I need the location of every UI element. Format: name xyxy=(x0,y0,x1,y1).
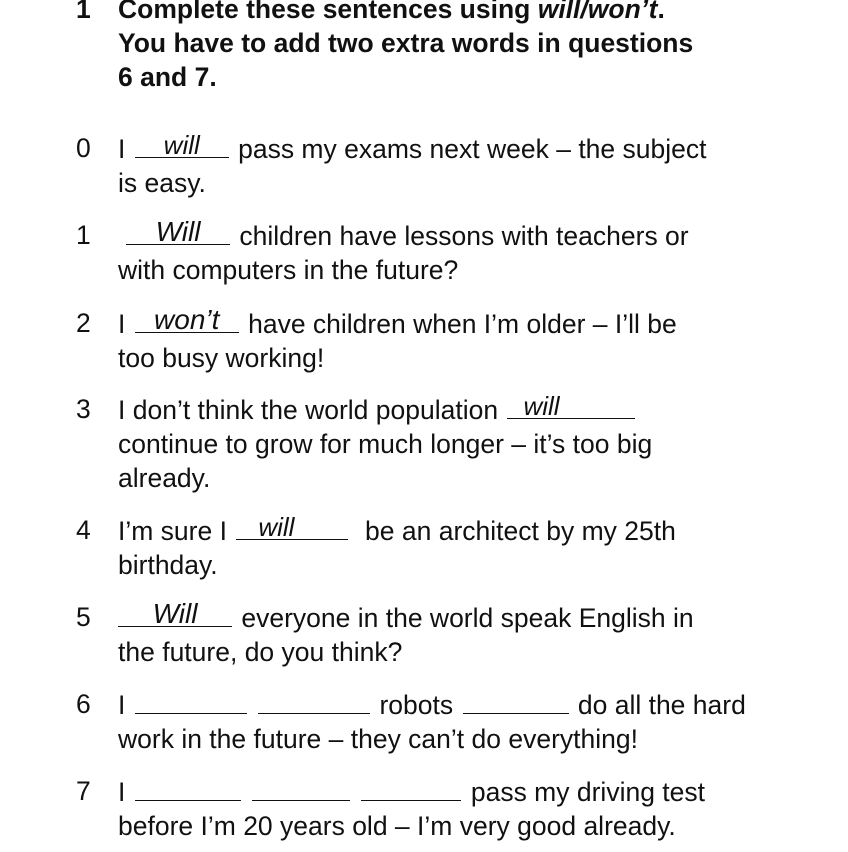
answer-text: will xyxy=(523,391,560,421)
question-number: 7 xyxy=(76,776,91,806)
question-text xyxy=(118,392,818,495)
question-line-1: Will everyone in the world speak English in xyxy=(118,600,818,635)
question-line-2: work in the future – they can’t do everything! xyxy=(118,724,638,754)
question-line-1: I don’t think the world population will xyxy=(118,392,818,427)
question-number: 4 xyxy=(76,515,91,545)
exercise-number: 1 xyxy=(76,0,91,24)
question-number: 2 xyxy=(76,308,91,338)
answer-text: will xyxy=(163,130,200,160)
question-number: 5 xyxy=(76,602,91,632)
question-line-2: before I’m 20 years old – I’m very good already. xyxy=(118,811,676,841)
question-text xyxy=(118,131,818,200)
answer-text: Will xyxy=(155,216,201,247)
instruction-line-1: Complete these sentences using will/won’t. xyxy=(118,0,818,26)
instruction-line-2: You have to add two extra words in questions xyxy=(118,28,694,58)
question-line-2: too busy working! xyxy=(118,343,325,373)
question-line-1: I’m sure I will be an architect by my 25th xyxy=(118,512,676,546)
answer-blank[interactable] xyxy=(507,392,635,419)
question-line-2: is easy. xyxy=(118,168,206,198)
answer-blank[interactable] xyxy=(135,687,247,714)
answer-blank[interactable] xyxy=(135,131,229,158)
answer-blank[interactable] xyxy=(463,687,569,714)
question-line-2: continue to grow for much longer – it’s too big xyxy=(118,429,653,459)
question-number: 3 xyxy=(76,394,91,424)
question-text xyxy=(118,687,818,756)
answer-text: will xyxy=(258,512,295,542)
question-line-2: birthday. xyxy=(118,550,218,580)
answer-blank[interactable] xyxy=(126,218,230,245)
answer-text: Will xyxy=(152,598,198,629)
question-text xyxy=(118,600,818,669)
question-line-2: the future, do you think? xyxy=(118,637,403,667)
answer-blank[interactable] xyxy=(361,774,461,801)
answer-text: won’t xyxy=(154,304,220,335)
question-text xyxy=(118,513,818,582)
answer-blank[interactable] xyxy=(135,774,241,801)
question-number: 6 xyxy=(76,689,91,719)
question-text xyxy=(118,774,818,843)
instruction-emphasis: will/won’t xyxy=(537,0,658,24)
instruction-line-3: 6 and 7. xyxy=(118,62,217,92)
question-line-1: I won’t have children when I’m older – I’ll be xyxy=(118,304,677,339)
question-text xyxy=(118,218,818,287)
answer-blank[interactable] xyxy=(118,600,232,627)
question-line-1: Will children have lessons with teachers or xyxy=(118,218,818,253)
answer-blank[interactable] xyxy=(236,513,348,540)
instruction-text xyxy=(118,0,818,94)
answer-blank[interactable] xyxy=(258,687,370,714)
answer-blank[interactable] xyxy=(135,306,239,333)
answer-blank[interactable] xyxy=(252,774,350,801)
question-line-1: I will pass my exams next week – the subject xyxy=(118,130,707,164)
question-text xyxy=(118,306,818,375)
question-line-2: with computers in the future? xyxy=(118,255,459,285)
question-line-1: I pass my driving test xyxy=(118,774,818,809)
question-line-3: already. xyxy=(118,463,211,493)
question-number: 0 xyxy=(76,133,91,163)
question-number: 1 xyxy=(76,220,91,250)
question-line-1: I robots do all the hard xyxy=(118,687,818,722)
